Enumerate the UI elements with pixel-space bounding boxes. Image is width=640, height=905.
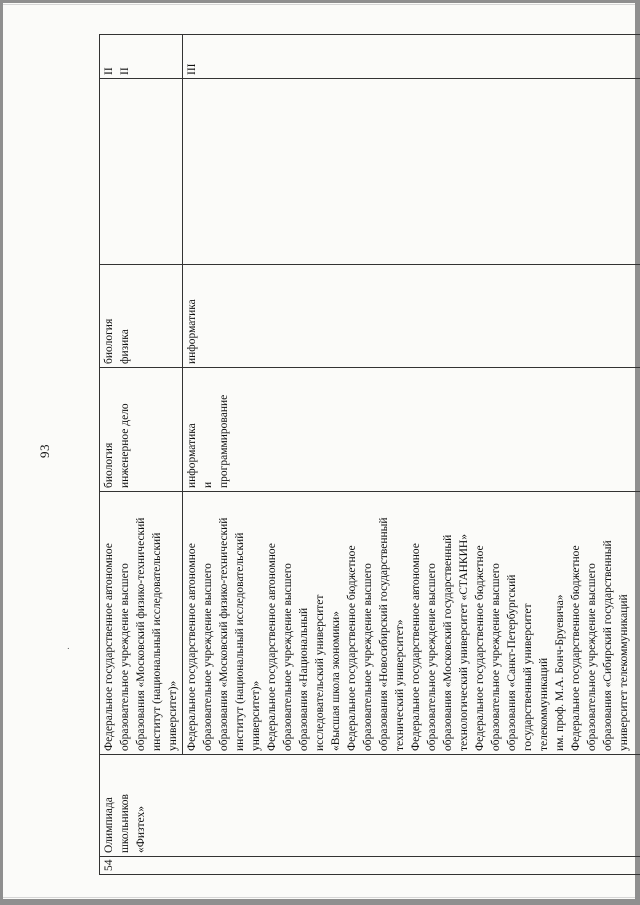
olympiad-table bbox=[99, 35, 629, 875]
cell-organization: Федеральное государственное автономное образовательное учреждение высшего образования «Московский физико-технический институт (национальный исследовательский университет)» bbox=[100, 492, 183, 755]
table-row bbox=[183, 35, 640, 875]
table-row bbox=[100, 35, 183, 875]
document-page bbox=[3, 3, 635, 899]
rotated-table-area bbox=[99, 35, 629, 875]
cell-profile: информатика и программирование bbox=[183, 368, 640, 492]
cell-empty bbox=[100, 79, 183, 265]
margin-mark: · bbox=[64, 646, 76, 651]
cell-level: III bbox=[183, 35, 640, 79]
cell-profile: биология инженерное дело bbox=[100, 368, 183, 492]
cell-subject: биология физика bbox=[100, 265, 183, 368]
table bbox=[99, 34, 640, 875]
cell-organization: Федеральное государственное автономное образовательное учреждение высшего образования «Московский физико-технический институт (национальный исследовательский университет)» Федеральное государственное автономное образовательное учреждение высшего образования «Национальный исследовательский университет «Высшая школа экономики» Федеральное государственное бюджетное образовательное учреждение высшего образования «Новосибирский государственный технический университет» Федеральное государственное автономное образовательное учреждение высшего образования «Московский государственный технологический университет «СТАНКИН» Федеральное государственное бюджетное образовательное учреждение высшего образования «Санкт-Петербургский государственный университет телекоммуникаций им. проф. М.А. Бонч-Бруевича» Федеральное государственное бюджетное образовательное учреждение высшего образования «Сибирский государственный университет телекоммуникаций bbox=[183, 492, 640, 755]
cell-olympiad-name: Олимпиада школьников «Физтех» bbox=[100, 755, 640, 857]
page-number: 93 bbox=[37, 444, 52, 458]
cell-level: II II bbox=[100, 35, 183, 79]
cell-empty bbox=[183, 79, 640, 265]
scan-edge-top bbox=[3, 4, 635, 5]
cell-number: 54 bbox=[100, 857, 640, 875]
scan-edge-bottom bbox=[3, 897, 635, 898]
cell-subject: информатика bbox=[183, 265, 640, 368]
